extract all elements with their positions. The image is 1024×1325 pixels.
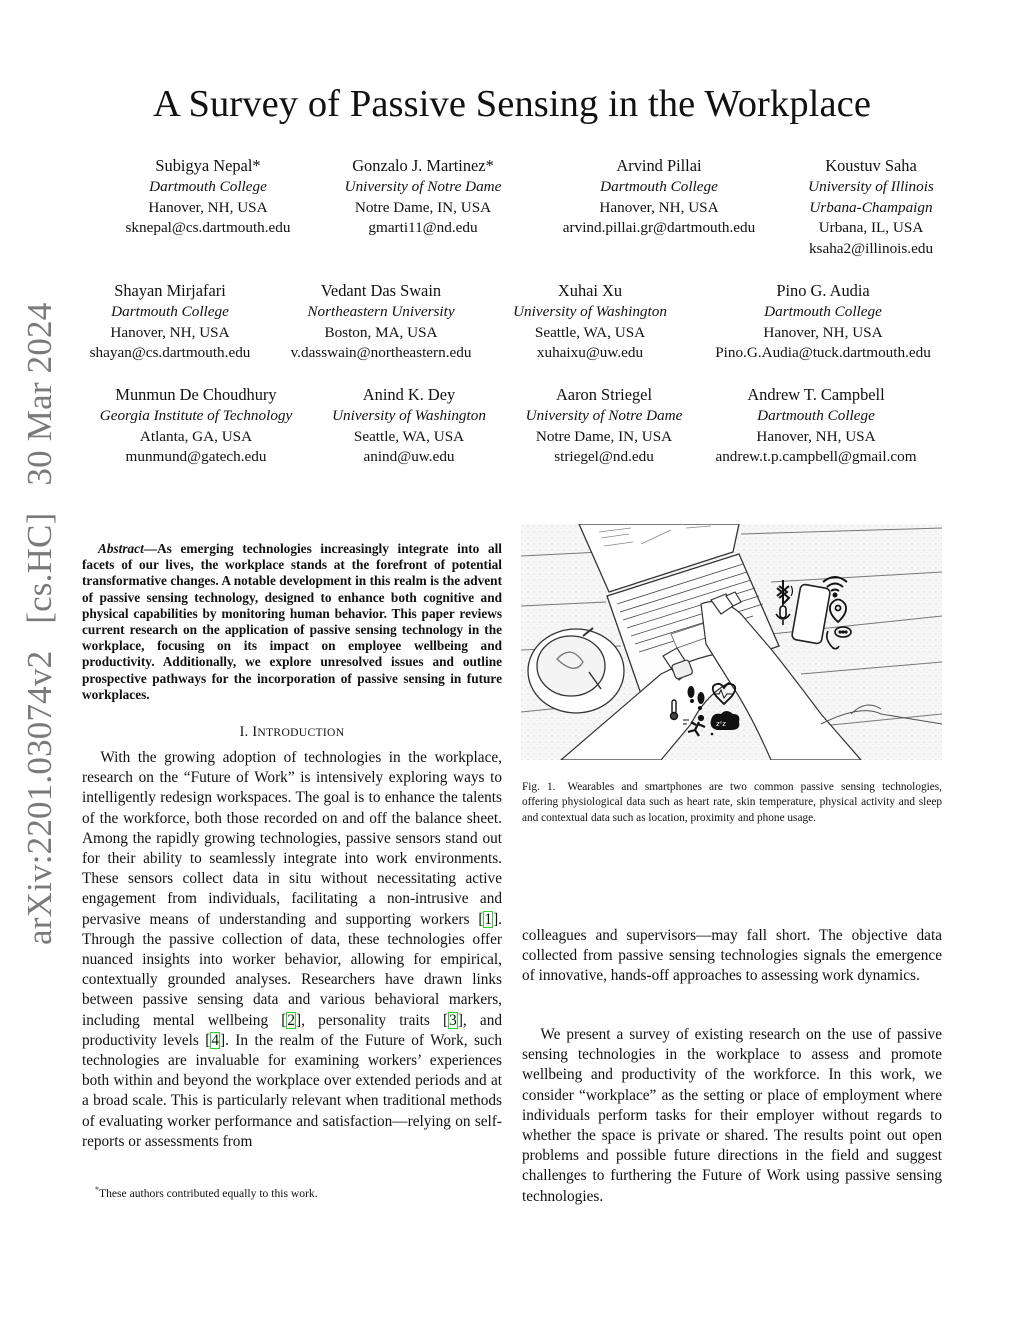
footnote (95, 1185, 318, 1200)
author-affiliation: Georgia Institute of Technology (99, 407, 293, 424)
section-heading-introduction (82, 724, 502, 741)
author-location: Urbana, IL, USA (818, 219, 924, 237)
arxiv-stamp (20, 285, 60, 945)
footnote-mark: * (95, 1185, 99, 1194)
author-email[interactable]: Pino.G.Audia@tuck.dartmouth.edu (715, 344, 931, 362)
author-affiliation: University of Illinois (808, 178, 934, 195)
citation-link[interactable]: 3 (449, 1011, 457, 1029)
author-block (526, 384, 683, 468)
author-affiliation: University of Washington (513, 303, 667, 320)
author-affiliation: Northeastern University (307, 303, 455, 320)
author-location: Seattle, WA, USA (534, 323, 646, 341)
author-name: Andrew T. Campbell (747, 385, 885, 404)
author-block (563, 155, 755, 239)
author-email[interactable]: striegel@nd.edu (554, 448, 654, 466)
author-affiliation: Dartmouth College (111, 303, 229, 320)
author-email[interactable]: sknepal@cs.dartmouth.edu (125, 219, 291, 237)
author-email[interactable]: shayan@cs.dartmouth.edu (89, 344, 251, 362)
author-location: Hanover, NH, USA (756, 427, 876, 445)
author-block (291, 280, 472, 364)
author-email[interactable]: v.dasswain@northeastern.edu (290, 344, 472, 362)
arxiv-category: [cs.HC] (20, 512, 59, 624)
author-location: Atlanta, GA, USA (139, 427, 253, 445)
author-name: Aaron Striegel (555, 385, 653, 404)
author-block (715, 384, 916, 468)
author-location: Hanover, NH, USA (763, 323, 883, 341)
arxiv-id: arXiv:2201.03074v2 (20, 650, 59, 945)
paragraph: We present a survey of existing research on the use of passive sensing technologies in the workplace to assess and promote wellbeing and productivity of the workforce. In this work, we consider “workplace” as the setting or place of employment where individuals perform tasks for their employer without regards to whether the space is private or shared. The results point out open problems and possible future directions in the field and suggest challenges to furthering the Future of Work using passive sensing technologies. (522, 1026, 942, 1205)
paper-title: A Survey of Passive Sensing in the Workplace (152, 83, 872, 125)
figure-1-caption (522, 780, 942, 826)
text-run: ]. Through the passive collection of data, these technologies offer nuanced insights into worker behavior, allowing for empirical, contextually grounded analyses. Researchers have drawn links between passive sensing data and various behavioral markers, including mental wellbeing [ (82, 910, 502, 1029)
abstract-text: —As emerging technologies increasingly integrate into all facets of our lives, the workplace stands at the forefront of potential transformative changes. A notable development in this realm is the advent of passive sensing technology, designed to enhance both cognitive and physical capabilities by monitoring human behavior. This paper reviews current research on the application of passive sensing technology in the workplace, focusing on its impact on employee wellbeing and productivity. Additionally, we explore unresolved issues and outline prospective pathways for the incorporation of passive sensing in future workplaces. (82, 541, 502, 702)
coffee-cup (528, 628, 624, 713)
author-location: Notre Dame, IN, USA (354, 198, 492, 216)
figure-label: Fig. 1. (522, 781, 556, 793)
author-name: Anind K. Dey (362, 385, 456, 404)
citation-link[interactable]: 4 (211, 1031, 219, 1049)
citation-link[interactable]: 2 (287, 1011, 296, 1029)
section-title-rest: NTRODUCTION (257, 726, 345, 739)
right-column-paragraph (522, 1025, 942, 1207)
author-name: Xuhai Xu (557, 281, 623, 300)
author-location: Hanover, NH, USA (110, 323, 230, 341)
introduction-body (82, 748, 502, 1152)
author-email[interactable]: arvind.pillai.gr@dartmouth.edu (562, 219, 756, 237)
author-name: Vedant Das Swain (320, 281, 442, 300)
abstract (82, 541, 502, 703)
text-run: ], and productivity levels [ (82, 1011, 502, 1049)
footnote-text: These authors contributed equally to this work. (99, 1186, 318, 1200)
author-affiliation: University of Washington (332, 407, 486, 424)
author-name: Pino G. Audia (776, 281, 870, 300)
author-email[interactable]: anind@uw.edu (363, 448, 455, 466)
section-number: I. (239, 724, 249, 740)
author-block (513, 280, 667, 364)
author-affiliation: Dartmouth College (757, 407, 875, 424)
arxiv-date: 30 Mar 2024 (20, 302, 59, 486)
author-block (715, 280, 931, 364)
right-column-continuation (522, 926, 942, 987)
text-run: With the growing adoption of technologies in the workplace, research on the “Future of Work” is intensively exploring ways to intelligently redesign workspaces. The goal is to enhance the talents of the workforce, both those recorded on and off the balance sheet. Among the rapidly growing technologies, passive sensors stand out for their ability to seamlessly integrate into work environments. These sensors collect data in situ without necessitating active engagement from individuals, facilitating a non-intrusive and pervasive means of understanding and supporting workers [ (82, 749, 502, 928)
author-email[interactable]: andrew.t.p.campbell@gmail.com (715, 448, 917, 466)
author-email[interactable]: munmund@gatech.edu (125, 448, 267, 466)
author-block (345, 155, 502, 239)
section-first-letter: I (252, 724, 258, 740)
author-block (332, 384, 486, 468)
author-name: Gonzalo J. Martinez* (352, 156, 494, 175)
author-name: Subigya Nepal* (155, 156, 261, 175)
author-name: Koustuv Saha (825, 156, 917, 175)
caption-text: Wearables and smartphones are two common passive sensing technologies, offering physiological data such as heart rate, skin temperature, physical activity and sleep and contextual data such as location, proximity and phone usage. (522, 781, 942, 824)
author-location: Hanover, NH, USA (148, 198, 268, 216)
text-run: ]. In the realm of the Future of Work, such technologies are invaluable for examining workers’ experiences both within and beyond the workplace over extended periods and at a broad scale. This is particularly relevant when traditional methods of evaluating worker performance and satisfaction—relying on self-reports or assessments from (82, 1031, 503, 1150)
text-run: ], personality traits [ (296, 1011, 449, 1029)
author-location: Boston, MA, USA (324, 323, 438, 341)
author-location: Hanover, NH, USA (599, 198, 719, 216)
paragraph (82, 748, 502, 1152)
author-affiliation: Dartmouth College (149, 178, 267, 195)
author-affiliation: University of Notre Dame (525, 407, 683, 424)
author-location: Notre Dame, IN, USA (535, 427, 673, 445)
figure-svg (521, 524, 942, 760)
author-affiliation: Dartmouth College (764, 303, 882, 320)
citation-link[interactable]: 1 (484, 910, 493, 928)
author-block (808, 155, 934, 259)
author-name: Shayan Mirjafari (114, 281, 226, 300)
author-block (126, 155, 291, 239)
abstract-label: Abstract (97, 541, 144, 556)
author-affiliation: University of Notre Dame (344, 178, 502, 195)
author-location: Seattle, WA, USA (353, 427, 465, 445)
author-name: Munmun De Choudhury (115, 385, 277, 404)
svg-text:zᶻz: zᶻz (716, 720, 726, 728)
figure-1-illustration (521, 524, 942, 760)
author-block (100, 384, 293, 468)
author-affiliation: Dartmouth College (600, 178, 718, 195)
author-name: Arvind Pillai (616, 156, 702, 175)
paragraph: colleagues and supervisors—may fall short. The objective data collected from passive sensing technologies signals the emergence of innovative, hands-off approaches to assessing work dynamics. (522, 927, 942, 985)
author-email[interactable]: ksaha2@illinois.edu (808, 239, 934, 257)
author-block (90, 280, 251, 364)
author-email[interactable]: gmarti11@nd.edu (368, 219, 478, 237)
author-affiliation: Urbana-Champaign (809, 198, 933, 216)
author-email[interactable]: xuhaixu@uw.edu (536, 344, 644, 362)
